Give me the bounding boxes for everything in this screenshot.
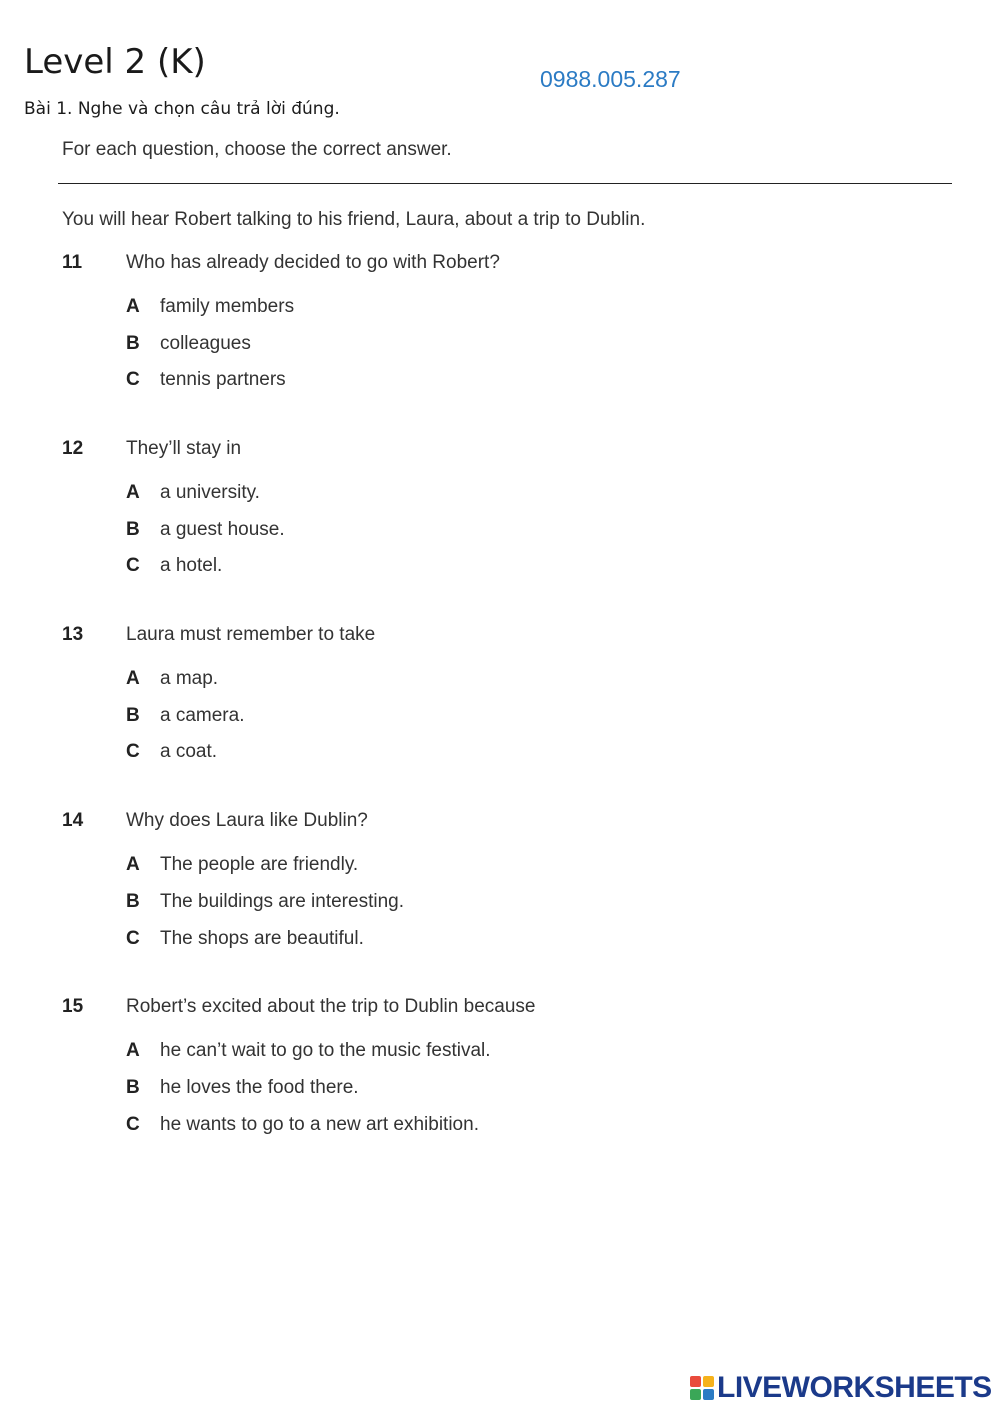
option-text: colleagues [160,333,251,354]
option-text: a hotel. [160,555,223,576]
question-text: They’ll stay in [126,438,242,459]
logo-text: LIVEWORKSHEETS [717,1371,992,1404]
option-letter: C [126,369,140,390]
option-letter: B [126,891,140,912]
question-text: Laura must remember to take [126,624,376,645]
option-text: he wants to go to a new art exhibition. [160,1114,479,1135]
option-letter: A [126,854,140,875]
question-13 [62,624,942,762]
option-text: a guest house. [160,519,285,540]
question-header [62,252,942,278]
question-text: Who has already decided to go with Robert? [126,252,500,273]
question-number: 13 [62,624,84,645]
option-letter: B [126,519,140,540]
liveworksheets-logo[interactable] [690,1370,992,1406]
option-letter: C [126,555,140,576]
option-text: a coat. [160,741,218,762]
page-title: Level 2 (K) [24,42,206,82]
option-text: a camera. [160,705,245,726]
question-header [62,438,942,464]
question-number: 11 [62,252,83,273]
option-text: The people are friendly. [160,854,359,875]
option-text: a university. [160,482,260,503]
option-letter: B [126,1077,140,1098]
question-number: 12 [62,438,84,459]
question-12 [62,438,942,576]
liveworksheets-logo-icon [690,1376,714,1400]
exercise-subtitle: Bài 1. Nghe và chọn câu trả lời đúng. [24,99,340,119]
option-text: tennis partners [160,369,286,390]
option-text: The buildings are interesting. [160,891,404,912]
question-15 [62,996,942,1135]
divider-line [58,183,952,184]
option-letter: A [126,1040,140,1061]
option-letter: C [126,1114,140,1135]
option-letter: B [126,333,140,354]
option-letter: A [126,482,140,503]
question-header [62,810,942,836]
question-header [62,624,942,650]
logo-square-red [690,1376,701,1387]
option-letter: C [126,741,140,762]
instruction-text: For each question, choose the correct answer. [62,139,452,160]
option-text: family members [160,296,295,317]
question-14 [62,810,942,949]
question-11 [62,252,942,390]
option-text: he can’t wait to go to the music festival. [160,1040,491,1061]
logo-square-yellow [703,1376,714,1387]
logo-square-green [690,1389,701,1400]
option-letter: C [126,928,140,949]
option-text: The shops are beautiful. [160,928,364,949]
question-number: 14 [62,810,84,831]
question-header [62,996,942,1022]
question-number: 15 [62,996,84,1017]
phone-number: 0988.005.287 [540,66,681,92]
intro-text: You will hear Robert talking to his friend, Laura, about a trip to Dublin. [62,209,646,230]
question-text: Why does Laura like Dublin? [126,810,368,831]
option-letter: B [126,705,140,726]
option-text: he loves the food there. [160,1077,359,1098]
option-letter: A [126,668,140,689]
option-text: a map. [160,668,219,689]
question-text: Robert’s excited about the trip to Dublin because [126,996,536,1017]
option-letter: A [126,296,140,317]
logo-square-blue [703,1389,714,1400]
